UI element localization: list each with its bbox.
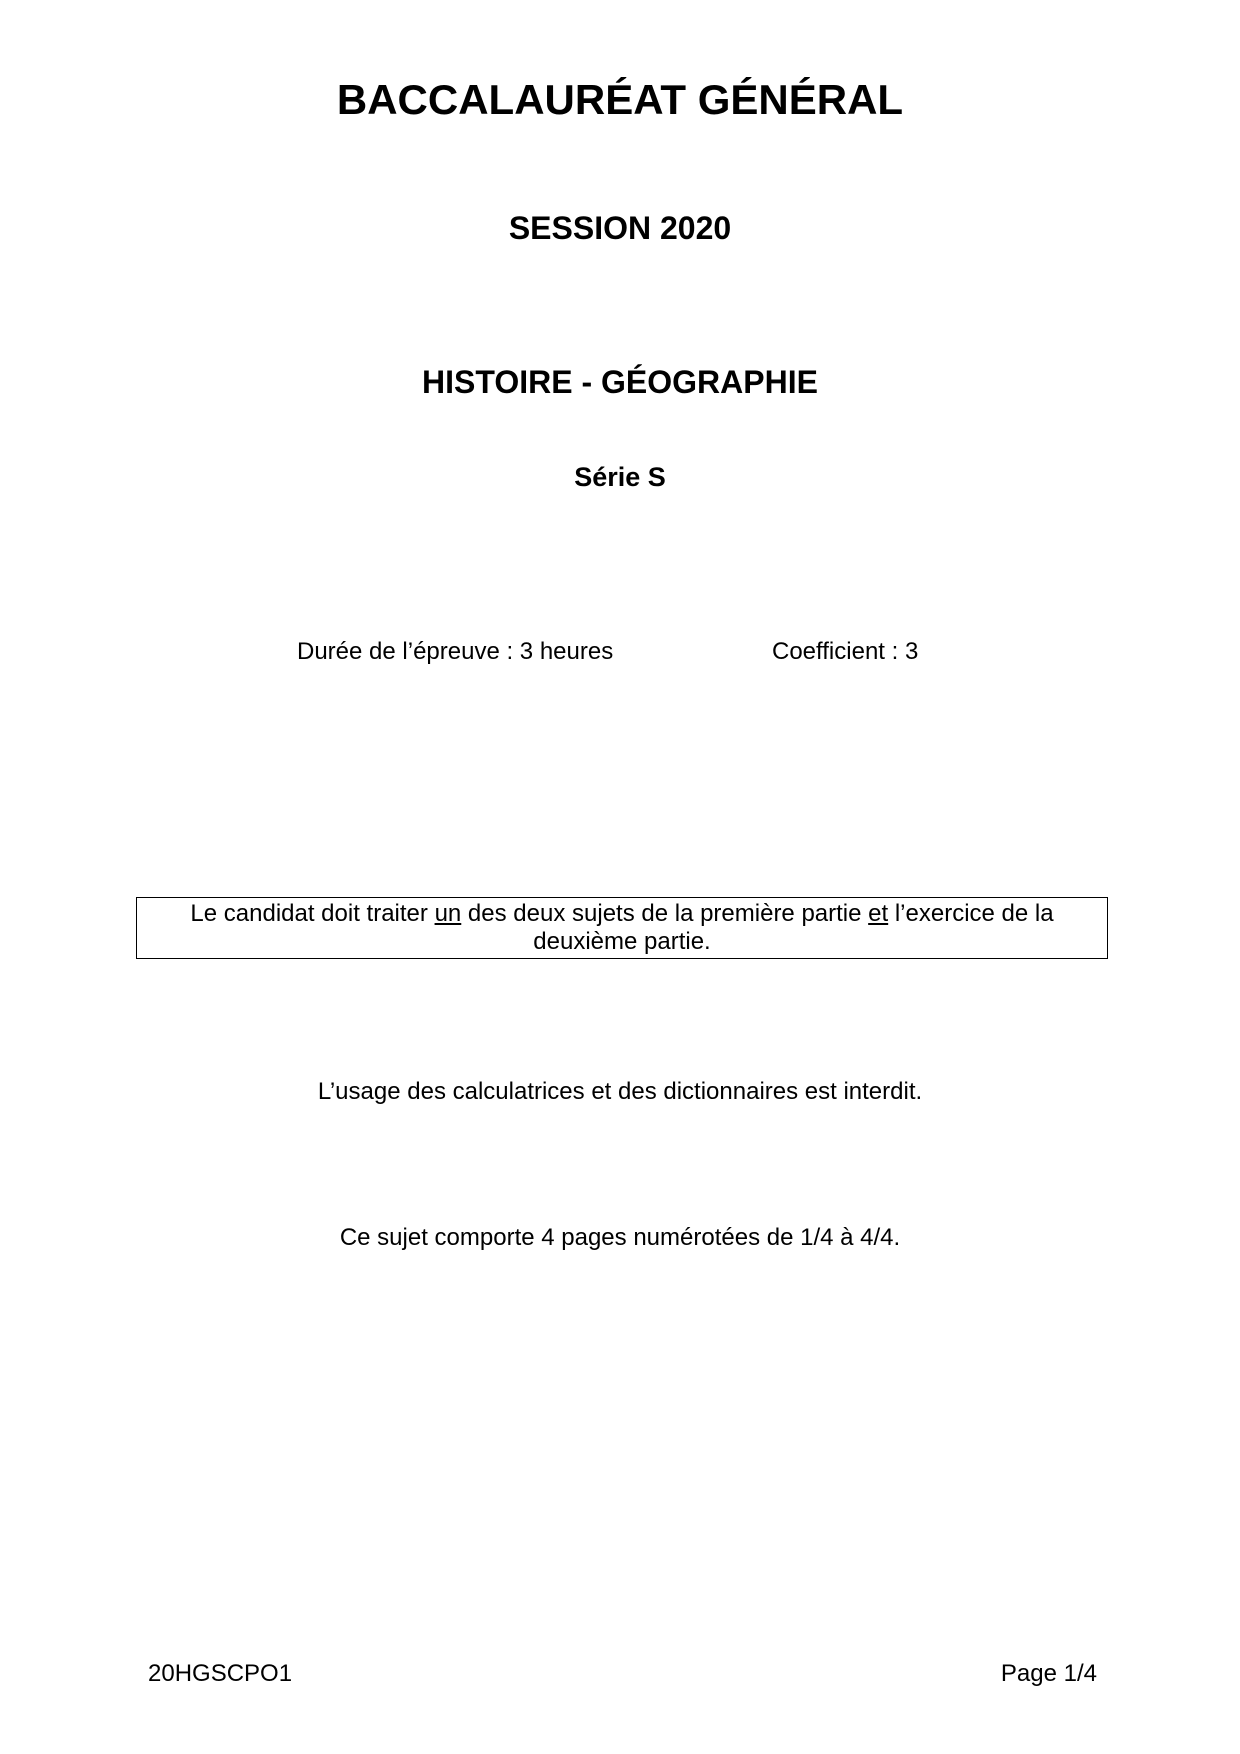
page-count-note: Ce sujet comporte 4 pages numérotées de 1/4 à 4/4. (339, 1224, 901, 1251)
exam-coefficient: Coefficient : 3 (772, 638, 919, 665)
instruction-emphasis-un: un (434, 900, 462, 927)
exam-title: BACCALAURÉAT GÉNÉRAL (336, 76, 904, 123)
instruction-box (136, 897, 1108, 959)
session-heading: SESSION 2020 (508, 210, 732, 246)
footer-page-number: Page 1/4 (1000, 1660, 1097, 1687)
exam-duration: Durée de l’épreuve : 3 heures (297, 638, 614, 665)
series-heading: Série S (574, 462, 666, 492)
instruction-text-1: Le candidat doit traiter (190, 900, 435, 927)
subject-heading: HISTOIRE - GÉOGRAPHIE (422, 364, 818, 400)
footer-exam-code: 20HGSCPO1 (148, 1660, 293, 1687)
calculator-note: L’usage des calculatrices et des dictionnaires est interdit. (317, 1078, 923, 1105)
instruction-text-2: des deux sujets de la première partie (461, 900, 869, 927)
instruction-text-3: l’exercice de la deuxième partie. (533, 900, 1054, 955)
instruction-emphasis-et: et (868, 900, 889, 927)
